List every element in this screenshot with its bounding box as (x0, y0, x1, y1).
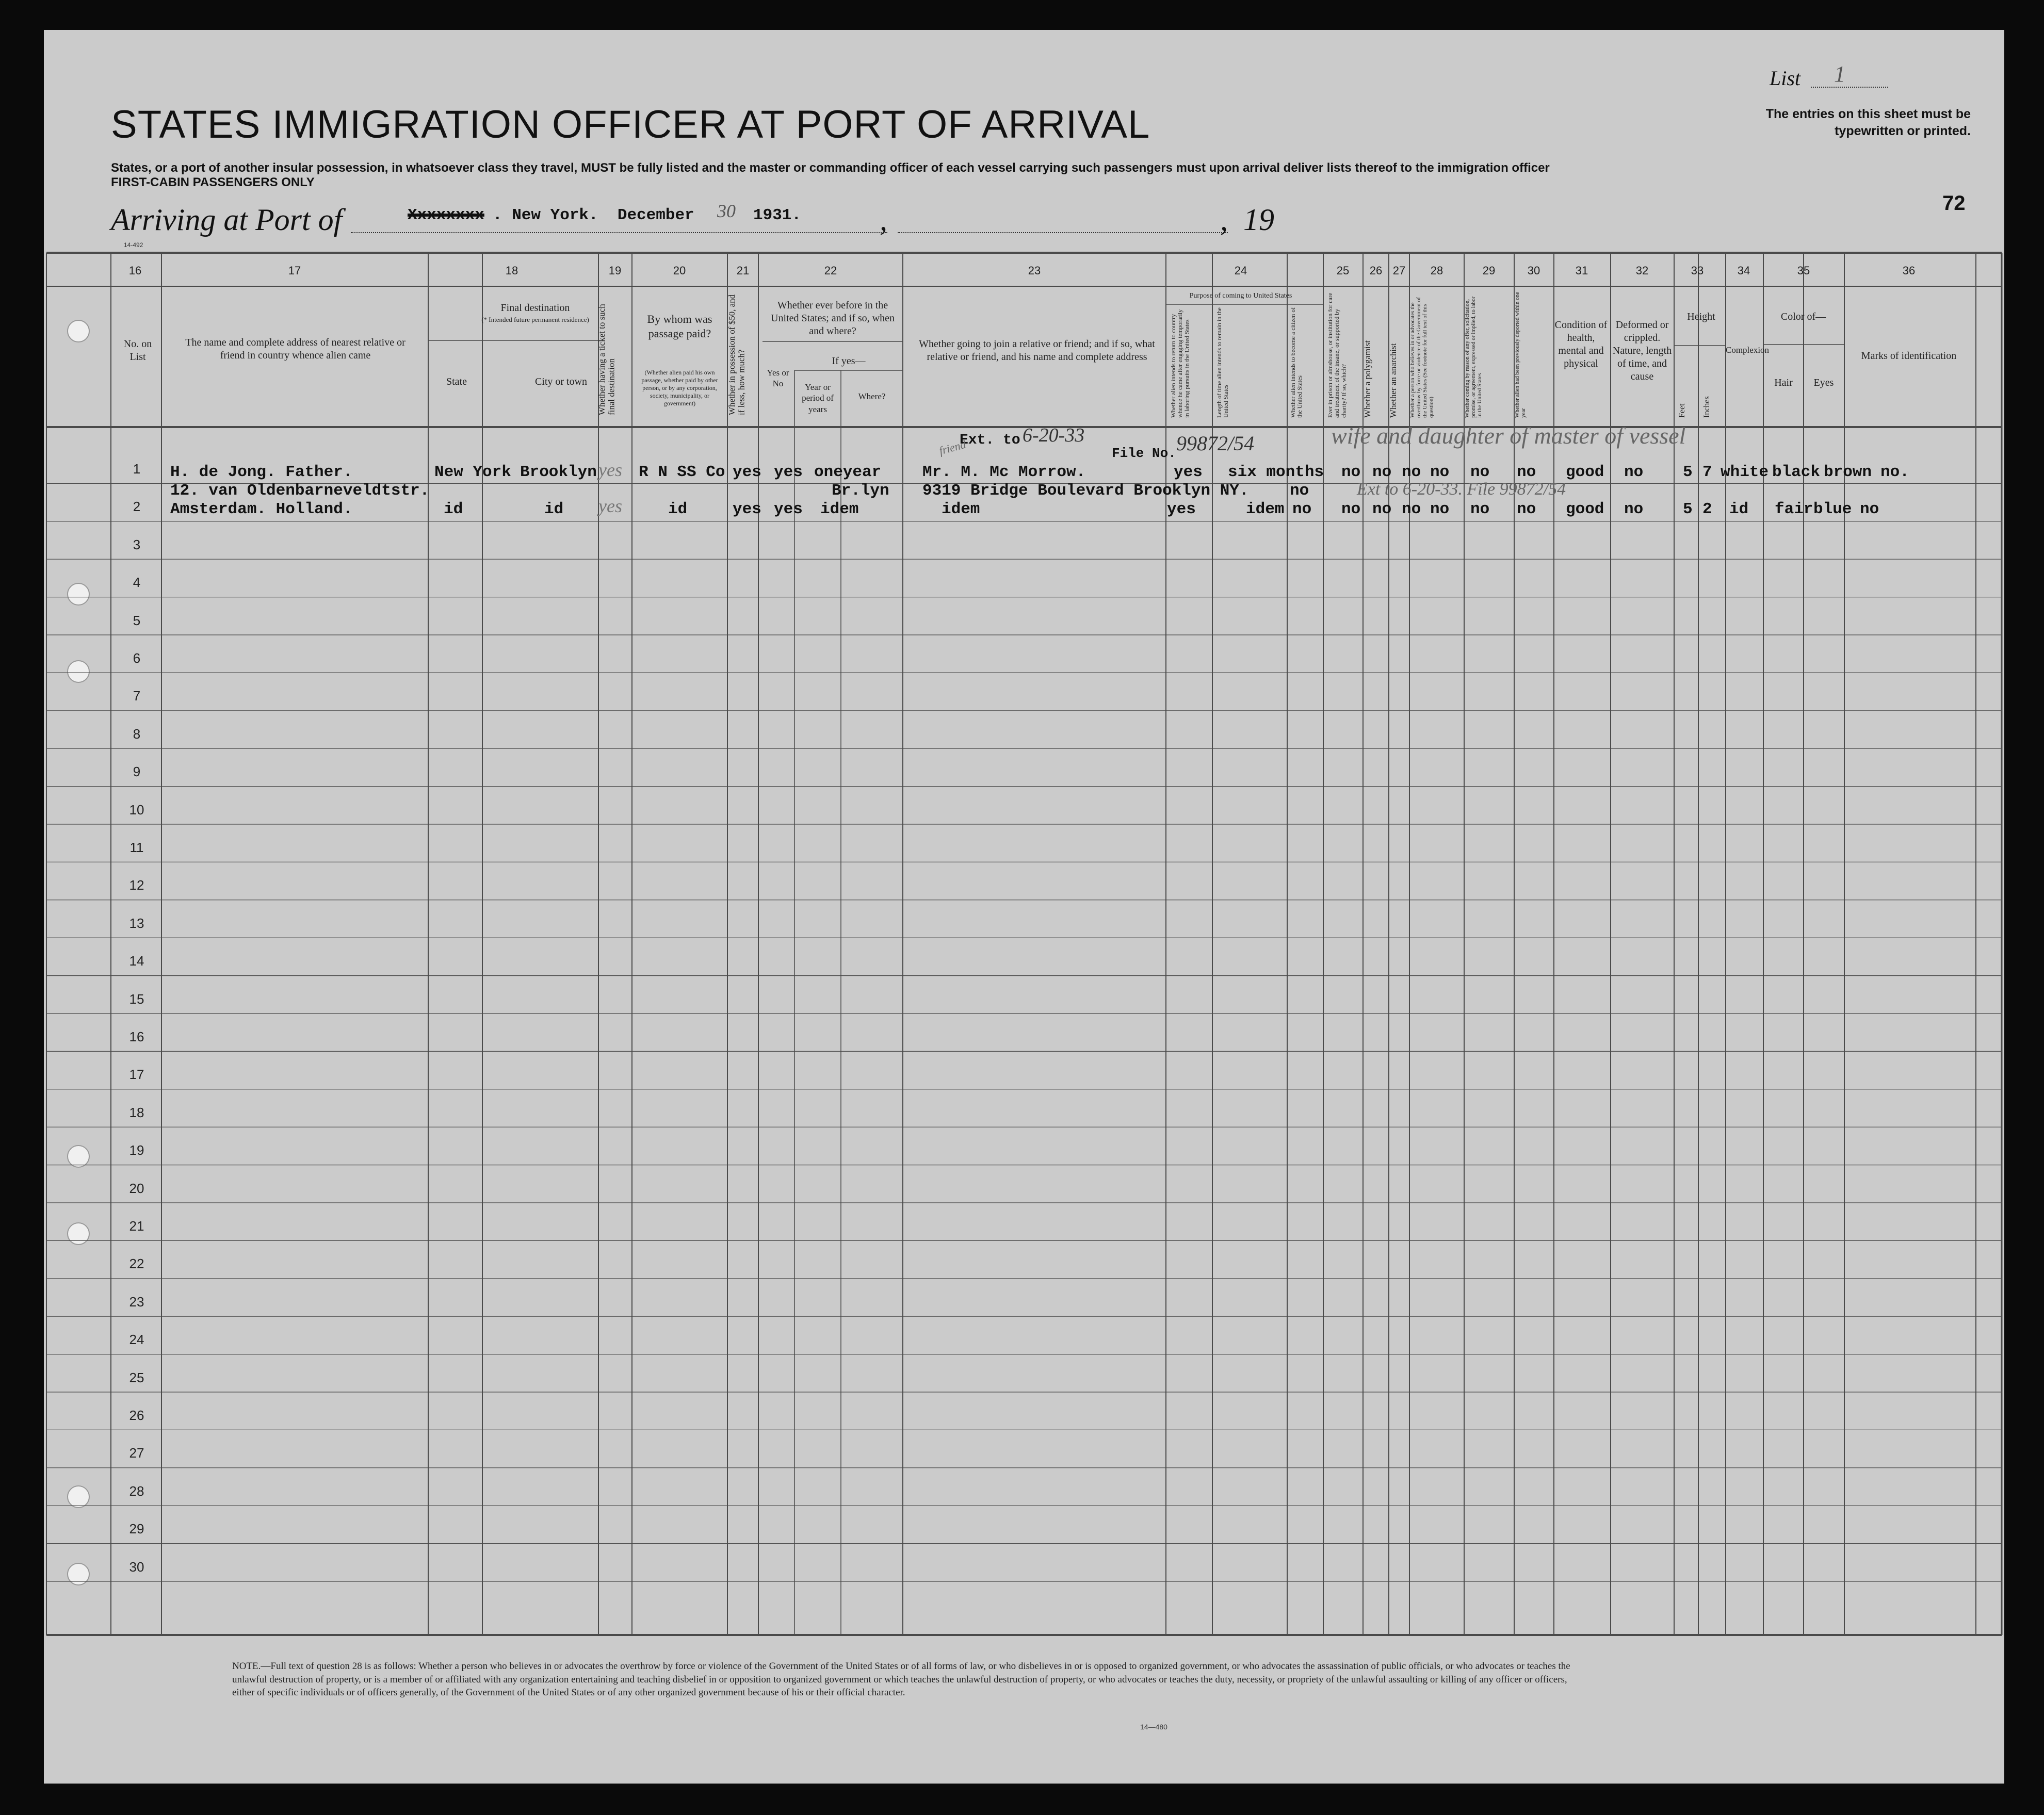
page-title: STATES IMMIGRATION OFFICER AT PORT OF ARRIVAL (111, 103, 1150, 146)
r2-paid: id (668, 500, 688, 518)
col34-header: Complexion (1726, 345, 1770, 355)
row-number: 8 (133, 726, 141, 742)
r1-health: good (1566, 463, 1604, 481)
column-number: 18 (505, 264, 518, 277)
r1-paid: R N SS Co (639, 463, 725, 481)
col16-header: No. on List (123, 338, 152, 363)
port-entry: . New York. December (493, 206, 694, 224)
col18-city: City or town (534, 376, 588, 387)
row-number: 23 (129, 1294, 144, 1310)
arriving-label: Arriving at Port of (111, 203, 343, 237)
col33-header: Height (1687, 311, 1715, 322)
page-number: 72 (1942, 192, 1966, 215)
wife-note: wife and daughter of master of vessel (1331, 422, 1686, 449)
r1-eyes: brown (1824, 463, 1872, 481)
r2-complexion: id (1729, 500, 1749, 518)
column-number: 25 (1336, 264, 1350, 277)
column-number: 36 (1902, 264, 1916, 277)
col33-inches: Inches (1702, 396, 1711, 418)
r2-prison: no (1341, 500, 1361, 518)
row-number: 26 (129, 1408, 144, 1423)
col32-header: Deformed or crippled. Nature, length of time, and cause (1612, 319, 1672, 382)
ext-label: Ext. to (960, 432, 1020, 448)
col22-year: Year or period of years (802, 382, 834, 414)
col18-header: Final destination (500, 302, 570, 314)
col20-header: By whom was passage paid? (647, 313, 712, 340)
row-number: 17 (129, 1067, 144, 1083)
row-number: 27 (129, 1445, 144, 1461)
r2-relative: Amsterdam. Holland. (170, 500, 353, 518)
r1-deformed: no (1624, 463, 1644, 481)
r1-marks: no. (1880, 463, 1909, 481)
r1-polygamist: no (1372, 463, 1392, 481)
r2-marks: no (1860, 500, 1879, 518)
port-date-year: 1931. (753, 206, 802, 224)
r1-join-addr: 9319 Bridge Boulevard Brooklyn NY. (922, 482, 1249, 500)
r1-length: six months (1228, 463, 1324, 481)
r1-inches: 7 (1702, 463, 1712, 481)
r2-offer: no (1470, 500, 1490, 518)
row-number: 3 (133, 536, 141, 552)
column-number: 24 (1234, 264, 1247, 277)
file-label: File No. (1112, 446, 1176, 461)
row-number: 21 (129, 1218, 144, 1234)
row-number: 11 (129, 840, 144, 855)
row-number: 13 (129, 915, 144, 931)
row-number: 1 (133, 461, 141, 477)
ext-date: 6-20-33 (1023, 424, 1085, 446)
column-number: 27 (1392, 264, 1406, 277)
form-subtitle: States, or a port of another insular possession, in whatsoever class they travel, MUST be fully listed and the master or commanding officer of each vessel carrying such passengers must upon arrival deliver lists thereof to the immigration officer (111, 161, 1550, 175)
file-number: 99872/54 (1176, 432, 1255, 455)
col20-sub: (Whether alien paid his own passage, whether paid by other person, or by any corporation, society, municipality, or government) (641, 369, 718, 407)
row-number: 28 (129, 1483, 144, 1499)
col30-header: Whether alien had been previously deported within one year (1514, 291, 1527, 418)
col23-header: Whether going to join a relative or friend; and if so, what relative or friend, and his name and complete address (919, 338, 1155, 363)
row-number: 24 (129, 1332, 144, 1348)
r1-relative: H. de Jong. Father. (170, 463, 353, 481)
year-prefix: 19 (1243, 203, 1274, 237)
port-struck: Xxxxxxxx (408, 206, 484, 224)
r2-join: idem (942, 500, 980, 518)
r1-citizen: no (1290, 482, 1309, 500)
col24c-header: Whether alien intends to become a citizen of the United States (1289, 307, 1304, 418)
r2-deported: no (1517, 500, 1536, 518)
r1-where: Br.lyn (832, 482, 889, 500)
r1-before: yes (774, 463, 803, 481)
col24b-header: Length of time alien intends to remain in the United States (1215, 307, 1230, 418)
col29-header: Whether coming by reason of any offer, solicitation, promise, or agreement, expressed or implied, to labor in the United States (1464, 296, 1483, 418)
port-date-day: 30 (717, 201, 736, 221)
ticket-mark-1: yes (598, 460, 622, 480)
col21-header: Whether in possession of $50, and if less, how much? (727, 294, 747, 415)
r2-city: id (544, 500, 564, 518)
r1-prison: no (1341, 463, 1361, 481)
column-number: 29 (1482, 264, 1496, 277)
comma-2: , (1220, 203, 1228, 237)
row-number: 2 (133, 499, 141, 515)
r2-citizen: no (1292, 500, 1312, 518)
r2-deformed: no (1624, 500, 1644, 518)
r1-return: yes (1174, 463, 1203, 481)
row-number: 10 (129, 802, 144, 817)
row-number: 7 (133, 688, 141, 704)
column-number: 31 (1575, 264, 1588, 277)
column-number: 16 (128, 264, 142, 277)
row-number: 19 (129, 1142, 144, 1158)
r2-inches: 2 (1702, 500, 1712, 518)
col18-state: State (446, 376, 467, 387)
r1-hair: black (1772, 463, 1821, 481)
row-number: 6 (133, 650, 141, 666)
r1-feet: 5 (1683, 463, 1693, 481)
col22-ifyes: If yes— (832, 355, 866, 367)
footnote-28: NOTE.—Full text of question 28 is as follows: Whether a person who believes in or advocates the overthrow by force or violence of the Government of the United States or of all forms of law, or who disbelieves in or is opposed to organized government, or who advocates the assassination of public officials, or who advocates or teaches the unlawful destruction of property, or is a member of or affiliated with any organization entertaining and teaching disbelief in or opposition to organized government or which teaches the unlawful destruction of property, or who advocates or teaches the duty, necessity, or propriety of the unlawful assaulting or killing of any officer or officers, either of specific individuals or of officers generally, of the Government of the United States or of any other organized government because of his or their official character. (232, 1661, 1570, 1698)
r1-state: New York (434, 463, 511, 481)
r1-city: Brooklyn (520, 463, 597, 481)
col35-eyes: Eyes (1813, 377, 1834, 388)
form-code-top: 14-492 (124, 241, 143, 249)
col27-header: Whether an anarchist (1388, 343, 1398, 418)
row-number: 15 (129, 991, 144, 1007)
row-number: 5 (133, 612, 141, 628)
col24-header: Purpose of coming to United States (1189, 292, 1292, 300)
list-number: 1 (1834, 61, 1845, 87)
ticket-mark-2: yes (598, 496, 622, 516)
cabin-class: FIRST-CABIN PASSENGERS ONLY (111, 175, 315, 189)
r1-complexion: white (1721, 463, 1769, 481)
column-number: 33 (1691, 264, 1704, 277)
r1-offer: no (1470, 463, 1490, 481)
row-number: 9 (133, 764, 141, 780)
r1-year: oneyear (814, 463, 882, 481)
form-code-bottom: 14—480 (1140, 1723, 1167, 1731)
r1-join: Mr. M. Mc Morrow. (922, 463, 1086, 481)
r2-feet: 5 (1683, 500, 1693, 518)
friend-note: friend (937, 437, 967, 457)
row-number: 12 (129, 877, 144, 893)
r2-anarchist: no (1402, 500, 1421, 518)
col24a-header: Whether alien intends to return to country whence he came after engaging temporarily in laboring pursuits in the United States (1170, 309, 1191, 418)
col19-header: Whether having a ticket to such final destination (597, 304, 617, 415)
row-number: 16 (129, 1029, 144, 1044)
r2-hair: fair (1775, 500, 1813, 518)
col33-feet: Feet (1678, 403, 1686, 418)
column-number: 34 (1737, 264, 1750, 277)
column-number: 32 (1635, 264, 1649, 277)
row2-ext-note: Ext to 6-20-33. File 99872/54 (1357, 480, 1566, 499)
r2-polygamist: no (1372, 500, 1392, 518)
column-number: 28 (1430, 264, 1443, 277)
row-number: 14 (129, 953, 144, 969)
col18-sub: (* Intended future permanent residence) (481, 316, 589, 323)
row-number: 4 (133, 575, 141, 591)
typewritten-notice: The entries on this sheet must be typewritten or printed. (1765, 107, 1971, 138)
col28-header: Whether a person who believes in or advocates the overthrow by force or violence of the Government of the United States (See footnote for full text of this question) (1409, 297, 1435, 418)
r2-return: yes (1167, 500, 1196, 518)
row-number: 30 (129, 1559, 144, 1575)
r2-health: good (1566, 500, 1604, 518)
row-number: 20 (129, 1180, 144, 1196)
col22-yesno: Yes or No (767, 368, 789, 389)
row-number: 18 (129, 1104, 144, 1120)
list-label: List (1770, 67, 1801, 90)
r1-overthrow: no (1430, 463, 1450, 481)
r1-deported: no (1517, 463, 1536, 481)
col35-header: Color of— (1780, 311, 1826, 322)
col31-header: Condition of health, mental and physical (1554, 319, 1608, 369)
column-number: 19 (608, 264, 622, 277)
r1-money: yes (733, 463, 761, 481)
r2-money: yes (733, 500, 761, 518)
column-number: 20 (673, 264, 686, 277)
col17-header: The name and complete address of nearest relative or friend in country whence alien came (185, 337, 405, 361)
r2-length: idem (1246, 500, 1285, 518)
col26-header: Whether a polygamist (1362, 340, 1372, 418)
column-number: 35 (1797, 264, 1810, 277)
r2-eyes: blue (1813, 500, 1852, 518)
column-number: 21 (736, 264, 750, 277)
col22-where: Where? (858, 391, 886, 401)
col36-header: Marks of identification (1861, 350, 1957, 362)
row-number: 29 (129, 1521, 144, 1537)
col22-header: Whether ever before in the United States; and if so, when and where? (771, 300, 895, 337)
row-number: 22 (129, 1256, 144, 1272)
r2-overthrow: no (1430, 500, 1450, 518)
column-number: 30 (1527, 264, 1540, 277)
column-number: 22 (824, 264, 837, 277)
r2-year: idem (820, 500, 859, 518)
column-number: 23 (1028, 264, 1041, 277)
r2-state: id (444, 500, 463, 518)
col25-header: Ever in prison or almshouse, or institution for care and treatment of the insane, or supported by charity? If so, which? (1326, 292, 1348, 418)
column-number: 17 (288, 264, 301, 277)
r1-anarchist: no (1402, 463, 1421, 481)
row-number: 25 (129, 1369, 144, 1385)
r1b-relative: 12. van Oldenbarneveldtstr. (170, 482, 430, 500)
col35-hair: Hair (1774, 377, 1793, 388)
column-number: 26 (1369, 264, 1383, 277)
comma-1: , (880, 203, 887, 237)
r2-before: yes (774, 500, 803, 518)
